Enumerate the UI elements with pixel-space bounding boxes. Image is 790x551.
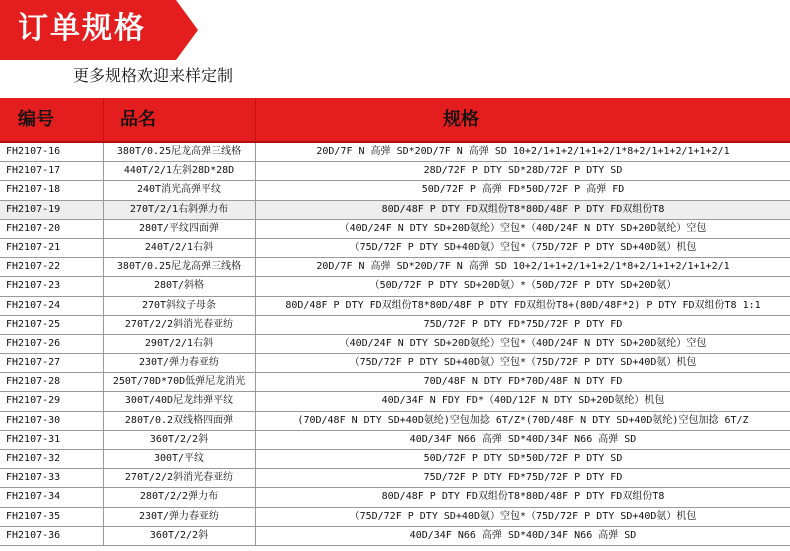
code-cell: FH2107-19 [6, 203, 61, 215]
table-body [0, 143, 790, 546]
name-cell: 270T/2/1右斜弹力布 [129, 203, 229, 215]
table-row [0, 431, 790, 450]
spec-cell: (70D/48F N DTY SD+40D氨纶)空包加捻 6T/Z*(70D/48F N DTY SD+40D氨纶)空包加捻 6T/Z [297, 414, 749, 426]
code-cell: FH2107-36 [6, 529, 61, 541]
name-cell: 250T/70D*70D低弹尼龙消光 [112, 376, 246, 388]
spec-cell: 80D/48F P DTY FD双组份T8*80D/48F P DTY FD双组份T8 [381, 203, 665, 215]
spec-cell: 75D/72F P DTY FD*75D/72F P DTY FD [423, 472, 623, 484]
name-cell: 240T/2/1右斜 [144, 241, 214, 253]
page-title: 订单规格 [18, 11, 146, 46]
table-row [0, 450, 790, 469]
table-row [0, 373, 790, 392]
table-row [0, 527, 790, 546]
table-header [0, 98, 790, 143]
spec-cell: （75D/72F P DTY SD+40D氨）空包*（75D/72F P DTY SD+40D氨）机包 [349, 357, 697, 369]
spec-cell: 20D/7F N 高弹 SD*20D/7F N 高弹 SD 10+2/1+1+2/1+1+2/1*8+2/1+1+2/1+1+2/1 [316, 261, 730, 273]
header-divider [255, 98, 256, 141]
table-row [0, 488, 790, 507]
table-row [0, 508, 790, 527]
code-cell: FH2107-21 [6, 241, 61, 253]
table-row [0, 316, 790, 335]
name-cell: 380T/0.25尼龙高弹三线格 [116, 261, 242, 273]
page-subtitle: 更多规格欢迎来样定制 [73, 66, 234, 85]
spec-cell: 75D/72F P DTY FD*75D/72F P DTY FD [423, 318, 623, 330]
name-cell: 240T消光高弹平纹 [136, 184, 222, 196]
name-cell: 360T/2/2斜 [149, 433, 209, 445]
table-row [0, 181, 790, 200]
spec-cell: 40D/34F N66 高弹 SD*40D/34F N66 高弹 SD [409, 433, 637, 445]
name-cell: 280T/0.2双线格四面弹 [124, 414, 234, 426]
name-cell: 440T/2/1左斜28D*28D [123, 165, 235, 177]
spec-table [0, 98, 790, 546]
name-cell: 380T/0.25尼龙高弹三线格 [116, 146, 242, 157]
code-cell: FH2107-17 [6, 165, 61, 177]
table-row [0, 143, 790, 162]
name-cell: 280T/斜格 [153, 280, 205, 292]
table-row [0, 354, 790, 373]
code-cell: FH2107-34 [6, 491, 61, 503]
spec-cell: 50D/72F P DTY SD*50D/72F P DTY SD [423, 453, 623, 464]
table-row [0, 335, 790, 354]
table-row [0, 162, 790, 181]
spec-cell: （75D/72F P DTY SD+40D氨）空包*（75D/72F P DTY SD+40D氨）机包 [349, 241, 697, 253]
name-cell: 270T斜纹子母条 [141, 299, 217, 311]
header-divider [103, 98, 104, 141]
name-cell: 360T/2/2斜 [149, 529, 209, 541]
spec-cell: （50D/72F P DTY SD+20D氨）*（50D/72F P DTY SD+20D氨） [369, 280, 677, 292]
name-cell: 290T/2/1右斜 [144, 337, 214, 349]
code-cell: FH2107-33 [6, 472, 61, 484]
name-cell: 300T/平纹 [153, 453, 205, 464]
table-row [0, 220, 790, 239]
table-row [0, 392, 790, 411]
code-cell: FH2107-31 [6, 433, 61, 445]
title-banner [0, 0, 176, 60]
code-cell: FH2107-35 [6, 510, 61, 522]
code-cell: FH2107-26 [6, 337, 61, 349]
table-row [0, 201, 790, 220]
name-cell: 300T/40D尼龙纬弹平纹 [124, 395, 234, 407]
table-row [0, 258, 790, 277]
spec-cell: 80D/48F P DTY FD双组份T8*80D/48F P DTY FD双组份T8+(80D/48F*2) P DTY FD双组份T8 1:1 [285, 299, 761, 311]
table-row [0, 277, 790, 296]
code-cell: FH2107-30 [6, 414, 61, 426]
code-cell: FH2107-27 [6, 357, 61, 369]
spec-cell: 40D/34F N66 高弹 SD*40D/34F N66 高弹 SD [409, 529, 637, 541]
banner-arrow [176, 0, 198, 60]
code-cell: FH2107-25 [6, 318, 61, 330]
spec-cell: 40D/34F N FDY FD*（40D/12F N DTY SD+20D氨纶）机包 [381, 395, 665, 407]
table-row [0, 412, 790, 431]
name-cell: 230T/弹力春亚纺 [138, 510, 220, 522]
table-row [0, 239, 790, 258]
spec-cell: 80D/48F P DTY FD双组份T8*80D/48F P DTY FD双组份T8 [381, 491, 665, 503]
column-header-spec: 规格 [443, 109, 479, 130]
code-cell: FH2107-29 [6, 395, 61, 407]
name-cell: 270T/2/2斜消光春亚纺 [124, 472, 234, 484]
code-cell: FH2107-20 [6, 222, 61, 234]
code-cell: FH2107-32 [6, 453, 61, 464]
spec-cell: 28D/72F P DTY SD*28D/72F P DTY SD [423, 165, 623, 177]
code-cell: FH2107-28 [6, 376, 61, 388]
column-header-name: 品名 [120, 109, 156, 130]
name-cell: 270T/2/2斜消光春亚纺 [124, 318, 234, 330]
name-cell: 280T/平纹四面弹 [138, 222, 220, 234]
name-cell: 230T/弹力春亚纺 [138, 357, 220, 369]
code-cell: FH2107-16 [6, 146, 61, 157]
spec-cell: （75D/72F P DTY SD+40D氨）空包*（75D/72F P DTY SD+40D氨）机包 [349, 510, 697, 522]
name-cell: 280T/2/2弹力布 [139, 491, 219, 503]
table-row [0, 297, 790, 316]
spec-cell: （40D/24F N DTY SD+20D氨纶）空包*（40D/24F N DTY SD+20D氨纶）空包 [339, 222, 707, 234]
code-cell: FH2107-23 [6, 280, 61, 292]
code-cell: FH2107-24 [6, 299, 61, 311]
spec-cell: （40D/24F N DTY SD+20D氨纶）空包*（40D/24F N DTY SD+20D氨纶）空包 [339, 337, 707, 349]
table-row [0, 469, 790, 488]
column-header-code: 编号 [18, 109, 54, 130]
spec-cell: 50D/72F P 高弹 FD*50D/72F P 高弹 FD [421, 184, 625, 196]
code-cell: FH2107-22 [6, 261, 61, 273]
spec-cell: 70D/48F N DTY FD*70D/48F N DTY FD [423, 376, 623, 388]
spec-cell: 20D/7F N 高弹 SD*20D/7F N 高弹 SD 10+2/1+1+2/1+1+2/1*8+2/1+1+2/1+1+2/1 [316, 146, 730, 157]
code-cell: FH2107-18 [6, 184, 61, 196]
